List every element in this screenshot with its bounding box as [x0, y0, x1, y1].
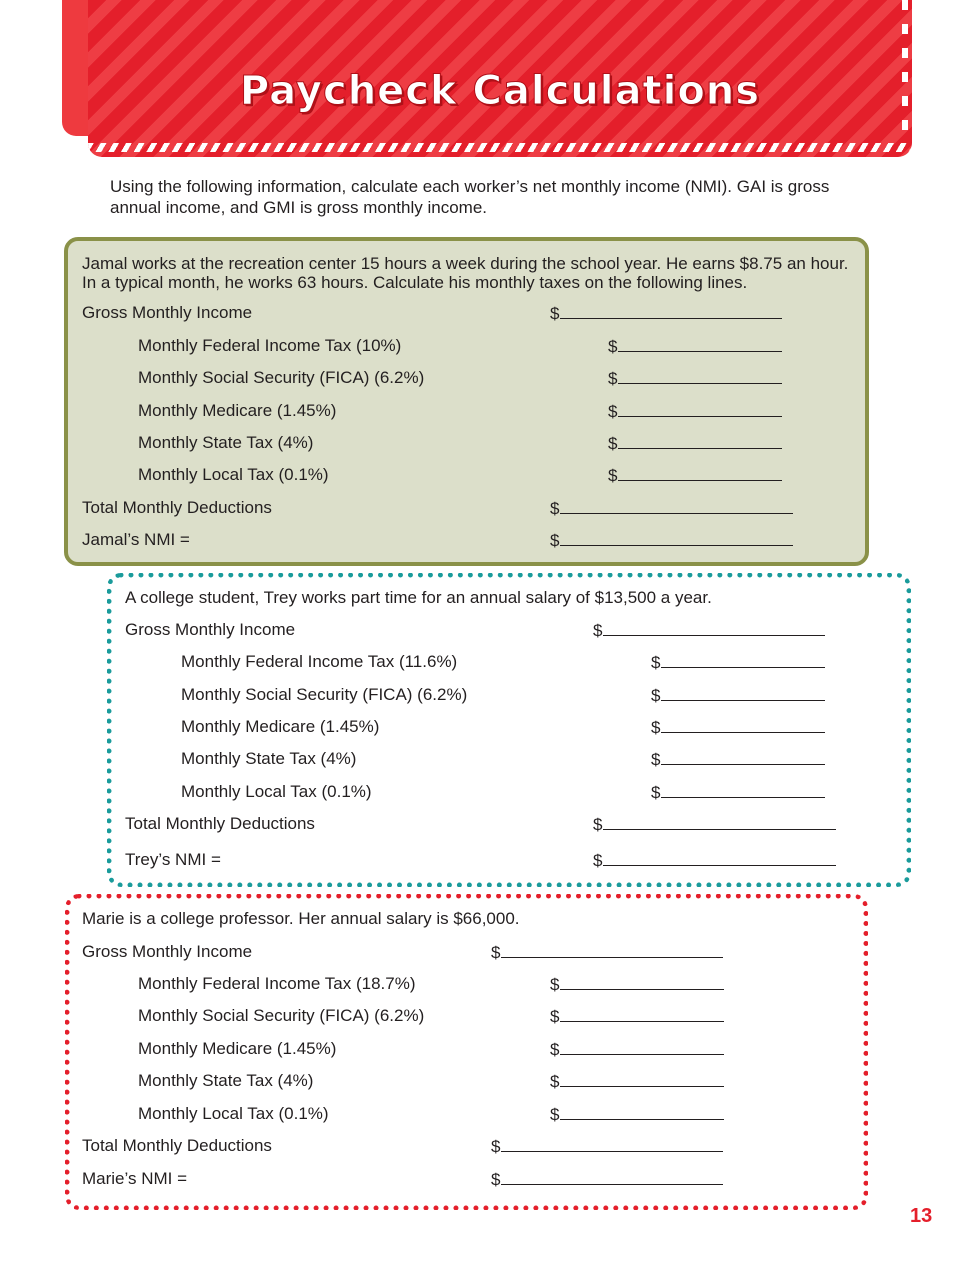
dollar-sign: $: [550, 1072, 560, 1091]
answer-line: [661, 782, 825, 798]
page-number: 13: [910, 1205, 933, 1227]
jamal-total-label: Total Monthly Deductions: [82, 498, 272, 517]
dollar-sign: $: [608, 434, 618, 453]
dollar-sign: $: [491, 943, 501, 962]
dollar-sign: $: [608, 369, 618, 388]
marie-gross-blank[interactable]: [491, 942, 723, 963]
marie-tax-blank[interactable]: [550, 1006, 724, 1027]
jamal-tax-label: Monthly Federal Income Tax (10%): [138, 336, 402, 355]
marie-tax-label: Monthly Local Tax (0.1%): [138, 1104, 329, 1123]
dollar-sign: $: [550, 1105, 560, 1124]
dollar-sign: $: [593, 621, 603, 640]
trey-tax-label: Monthly Local Tax (0.1%): [181, 782, 372, 801]
answer-line: [560, 530, 793, 546]
dollar-sign: $: [550, 975, 560, 994]
jamal-nmi-blank[interactable]: [550, 530, 793, 551]
trey-gross-label: Gross Monthly Income: [125, 620, 296, 639]
answer-line: [603, 850, 836, 866]
dollar-sign: $: [651, 750, 661, 769]
trey-total-label: Total Monthly Deductions: [125, 814, 315, 833]
banner-stripe: [88, 143, 912, 152]
jamal-tax-blank[interactable]: [608, 465, 782, 486]
answer-line: [501, 942, 723, 958]
trey-tax-label: Monthly Medicare (1.45%): [181, 717, 380, 736]
jamal-tax-blank[interactable]: [608, 433, 782, 454]
jamal-gross-label: Gross Monthly Income: [82, 303, 253, 322]
jamal-description: Jamal works at the recreation center 15 hours a week during the school year. He earns $8.75 an hour. In a typical month, he works 63 hours. Calculate his monthly taxes on the following lines.: [82, 254, 849, 292]
title-banner: [88, 0, 912, 157]
marie-description: Marie is a college professor. Her annual salary is $66,000.: [82, 909, 520, 928]
dollar-sign: $: [651, 686, 661, 705]
trey-tax-label: Monthly Federal Income Tax (11.6%): [181, 652, 458, 671]
dollar-sign: $: [550, 304, 560, 323]
jamal-gross-blank[interactable]: [550, 303, 782, 324]
dollar-sign: $: [651, 783, 661, 802]
dollar-sign: $: [593, 851, 603, 870]
page-title: Paycheck Calculations: [239, 68, 761, 114]
trey-tax-blank[interactable]: [651, 782, 825, 803]
jamal-tax-label: Monthly Social Security (FICA) (6.2%): [138, 368, 425, 387]
jamal-tax-label: Monthly Local Tax (0.1%): [138, 465, 329, 484]
answer-line: [560, 1071, 724, 1087]
dollar-sign: $: [651, 653, 661, 672]
jamal-tax-blank[interactable]: [608, 401, 782, 422]
dollar-sign: $: [651, 718, 661, 737]
marie-gross-label: Gross Monthly Income: [82, 942, 253, 961]
dollar-sign: $: [491, 1170, 501, 1189]
jamal-tax-label: Monthly Medicare (1.45%): [138, 401, 337, 420]
trey-gross-blank[interactable]: [593, 620, 825, 641]
trey-tax-label: Monthly Social Security (FICA) (6.2%): [181, 685, 468, 704]
marie-tax-label: Monthly Medicare (1.45%): [138, 1039, 337, 1058]
answer-line: [618, 465, 782, 481]
marie-tax-blank[interactable]: [550, 1071, 724, 1092]
answer-line: [603, 814, 836, 830]
answer-line: [661, 717, 825, 733]
intro-text: Using the following information, calculate each worker’s net monthly income (NMI). GAI is gross annual income, and GMI is gross monthly income.: [110, 177, 830, 217]
trey-tax-blank[interactable]: [651, 717, 825, 738]
answer-line: [560, 1039, 724, 1055]
jamal-tax-blank[interactable]: [608, 336, 782, 357]
jamal-total-blank[interactable]: [550, 498, 793, 519]
marie-tax-blank[interactable]: [550, 1104, 724, 1125]
trey-nmi-label: Trey’s NMI =: [125, 850, 221, 869]
trey-tax-blank[interactable]: [651, 652, 825, 673]
marie-tax-label: Monthly Federal Income Tax (18.7%): [138, 974, 416, 993]
jamal-tax-label: Monthly State Tax (4%): [138, 433, 314, 452]
trey-total-blank[interactable]: [593, 814, 836, 835]
answer-line: [560, 974, 724, 990]
answer-line: [560, 1006, 724, 1022]
dollar-sign: $: [550, 499, 560, 518]
trey-tax-blank[interactable]: [651, 749, 825, 770]
trey-nmi-blank[interactable]: [593, 850, 836, 871]
marie-tax-label: Monthly State Tax (4%): [138, 1071, 314, 1090]
trey-tax-blank[interactable]: [651, 685, 825, 706]
dollar-sign: $: [608, 337, 618, 356]
marie-nmi-label: Marie’s NMI =: [82, 1169, 188, 1188]
marie-tax-blank[interactable]: [550, 974, 724, 995]
marie-tax-label: Monthly Social Security (FICA) (6.2%): [138, 1006, 425, 1025]
answer-line: [661, 749, 825, 765]
jamal-nmi-label: Jamal’s NMI =: [82, 530, 190, 549]
answer-line: [501, 1136, 723, 1152]
dollar-sign: $: [491, 1137, 501, 1156]
trey-description: A college student, Trey works part time for an annual salary of $13,500 a year.: [125, 588, 712, 607]
dollar-sign: $: [550, 531, 560, 550]
answer-line: [661, 685, 825, 701]
dollar-sign: $: [608, 466, 618, 485]
marie-total-label: Total Monthly Deductions: [82, 1136, 272, 1155]
dollar-sign: $: [593, 815, 603, 834]
dollar-sign: $: [550, 1007, 560, 1026]
marie-tax-blank[interactable]: [550, 1039, 724, 1060]
trey-tax-label: Monthly State Tax (4%): [181, 749, 357, 768]
answer-line: [661, 652, 825, 668]
answer-line: [501, 1169, 723, 1185]
answer-line: [618, 433, 782, 449]
answer-line: [618, 336, 782, 352]
marie-nmi-blank[interactable]: [491, 1169, 723, 1190]
banner-dash-edge: [902, 0, 908, 137]
dollar-sign: $: [550, 1040, 560, 1059]
answer-line: [603, 620, 825, 636]
answer-line: [618, 401, 782, 417]
marie-total-blank[interactable]: [491, 1136, 723, 1157]
dollar-sign: $: [608, 402, 618, 421]
jamal-tax-blank[interactable]: [608, 368, 782, 389]
answer-line: [560, 303, 782, 319]
answer-line: [560, 1104, 724, 1120]
answer-line: [618, 368, 782, 384]
answer-line: [560, 498, 793, 514]
